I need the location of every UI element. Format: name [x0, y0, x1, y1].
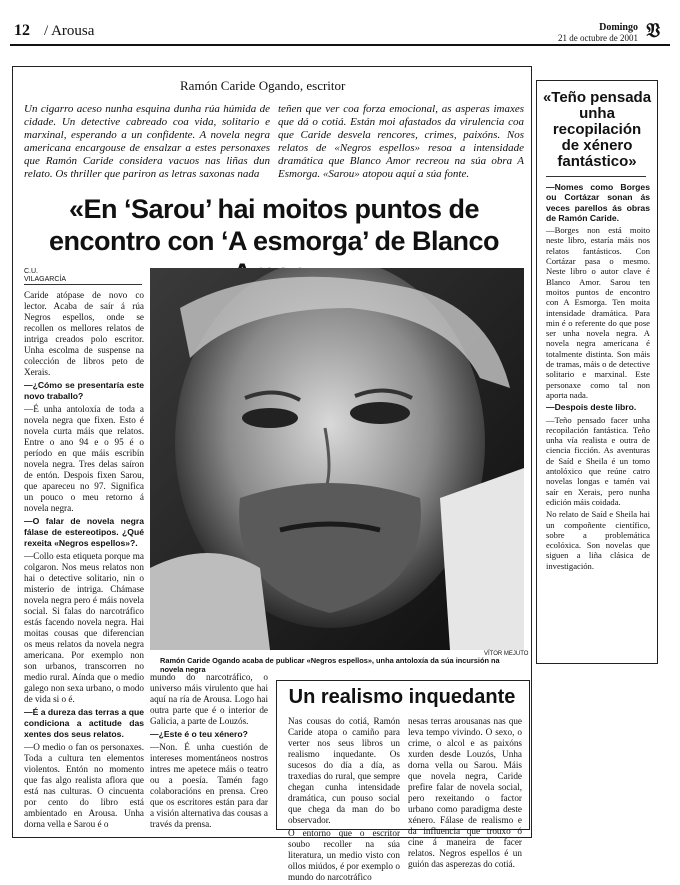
credit-rule	[24, 284, 142, 285]
question-1: —¿Cómo se presentaría este novo traballo?	[24, 380, 144, 401]
column-1	[24, 290, 144, 832]
column-2	[150, 672, 268, 832]
lead-left: Un cigarro aceso nunha esquina dunha rúa húmida de cidade. Un detective cabreado coa vida, solitario e marxinal, esperando a un confidente. A novela negra americana encargouse de ensalzar a estes personaxes que Ramón Caride considera vacuos nas liñas dun relato. Os thriller que pariron as letras saxonas nada	[24, 103, 270, 180]
sidebar-column	[546, 182, 650, 573]
sidebar-question-1: —Nomes como Borges ou Cortázar sonan ás veces parellos ás obras de Ramón Caride.	[546, 182, 650, 223]
header-rule	[10, 44, 670, 46]
subarticle-paragraph-2: O entorno que o escritor soubo recoller na súa literatura, un medio visto con ollos miúdos, é por exemplo o mundo do narcotráfico	[288, 828, 400, 882]
sidebar-question-2: —Despois deste libro.	[546, 402, 637, 413]
question-3: —É a dureza das terras a que condiciona a actitude das xentes dos seus relatos.	[24, 707, 144, 739]
section-name: / Arousa	[44, 23, 95, 39]
place: VILAGARCÍA	[24, 276, 67, 283]
byline: Ramón Caride Ogando, escritor	[180, 78, 346, 93]
author-photo	[150, 268, 524, 650]
portrait-image	[150, 268, 524, 650]
answer-2: —Collo esta etiqueta porque ma colgaron. Nos meus relatos non hai o detective solitario, nin o misterio de intriga. Chámase novela negra pero é máis novela social. Si falas do narcotráfico estás facendo novela negra. Hai moitas cousas que diferencian os meus relatos da novela negra americana. Por exemplo non son urbanos, transcorren no medio rural. Aínda que o medio galego non sexa urbano, o modo de vida si o é.	[24, 551, 144, 704]
lead-right: teñen que ver coa forza emocional, as asperas imaxes que dá o cotiá. Están moi afastados da virulencia coa que Caride desvela rencores, crimes, paixóns. Nos relatos de «Negros espellos» resoa a intensidade dramática que Blanco Amor recreou na súa obra A Esmorga. «Sarou» atopou aquí a súa fonte.	[278, 103, 524, 180]
answer-3-continued: mundo do narcotráfico, o universo máis virulento que hai aquí na ría de Arousa. Logo hai outra parte que é o interior de Galicia, a parte de Louzós.	[150, 672, 268, 726]
subarticle-headline: Un realismo inquedante	[288, 686, 516, 708]
newspaper-logo-icon: 𝔙	[646, 20, 660, 42]
headline: «En ‘Sarou’ hai moitos puntos de encontro con ‘A esmorga’ de Blanco	[48, 194, 500, 256]
answer-4: —Non. É unha cuestión de intereses momentáneos nostros intres me apetece máis o teatro ou a poesía. Tamén fago colaboracións en prensa. Creo que os escritores están para dar a visión alternativa das cousas a través da prensa.	[150, 742, 268, 829]
subarticle-paragraph-3: nesas terras arousanas nas que leva tempo vivindo. O sexo, o crime, o alcol e as paixóns xurden desde Louzós, Unha dorna vella ou Sarou. Máis que novela negra, Caride prefire falar de novela social, pero rexeitando o factor urbano como paradigma deste xénero. Fálase de realismo e da influencia que trouxo ó cine á maneira de facer relatos. Negros espellos é un guión das asperezas do cotiá.	[408, 716, 522, 869]
answer-1: —É unha antoloxía de toda a novela negra que fixen. Esto é novela curta máis que relatos. Entre o ano 94 e o 95 é o período en que máis escribín novela negra. Tres delas saíron de entón. Despois fixen Sarou, que apareceu no 97. Significa un pouco o meu retorno á novela negra.	[24, 404, 144, 513]
author: C.U.	[24, 268, 38, 275]
sidebar-answer-1: —Borges non está moito neste libro, estaría máis nos relatos fantásticos. Con Cortázar pasa o mesmo. Neste libro o autor clave é Blanco Amor. Sarou ten moitos puntos de encontro con A Esmorga. Ten moita intensidade dramática. Para min é o referente do que pose ser unha novela negra. A novela negra americana é totalmente distinta. Son máis de tramas, máis o de detective solitario e marxinal. Este personaxe como tal non aporta nada.	[546, 225, 650, 400]
page-number: 12	[14, 22, 30, 39]
photo-credit: VÍTOR MEJUTO	[484, 651, 529, 657]
subarticle-paragraph-1: Nas cousas do cotiá, Ramón Caride atopa o camiño para verter nos seus libros un realismo inquedante. Os sucesos do día a día, as traxedias do rural, que sempre chegan cunha intensidade dramática, cun pouso social que chega da man do bo observador.	[288, 716, 400, 825]
sidebar-rule	[546, 176, 646, 177]
sidebar-answer-2: —Teño pensado facer unha recopilación fantástica. Teño unha vía realista e outra de ciencia ficción. As aventuras de Saíd e Sheila é un tomo antolóxico que reúne catro novelas longas e tamén vai saír en Xerais, pero nunha edición máis coidada.	[546, 414, 650, 507]
photo-caption: Ramón Caride Ogando acaba de publicar «Negros espellos», unha antoloxía da súa incursión na novela negra	[160, 656, 500, 674]
intro-paragraph: Caride atópase de novo co lector. Acaba de saír á rúa Negros espellos, onde se recollen os mellores relatos de intriga creados polo escritor. Unha escolma de suspense na colección de libros peto de Xerais.	[24, 290, 144, 377]
date: 21 de octubre de 2001	[558, 33, 638, 43]
sidebar-answer-3: No relato de Saíd e Sheila hai un compoñente científico, sobre a problemática ecolóxica. Son novelas que siguen a liña clásica de investigación.	[546, 509, 650, 571]
dateline	[558, 22, 638, 43]
weekday: Domingo	[599, 22, 638, 33]
question-2: —O falar de novela negra fálase de estereotipos. ¿Qué rexeita «Negros espellos»?.	[24, 516, 144, 548]
author-credit	[24, 268, 66, 284]
sidebar-headline: «Teño pensada unha recopilación de xénero fantástico»	[542, 89, 652, 170]
question-4: —¿Este é o teu xénero?	[150, 729, 248, 739]
subarticle-column-2	[408, 716, 522, 872]
subarticle-column-1	[288, 716, 400, 885]
answer-3: —O medio o fan os personaxes. Toda a cultura ten elementos violentos. Entón no momento que fas algo realista aflora que está nas culturas. O cincuenta por cento do libro está ambientado en Arousa. Unha dorna vella e Sarou é o	[24, 742, 144, 829]
